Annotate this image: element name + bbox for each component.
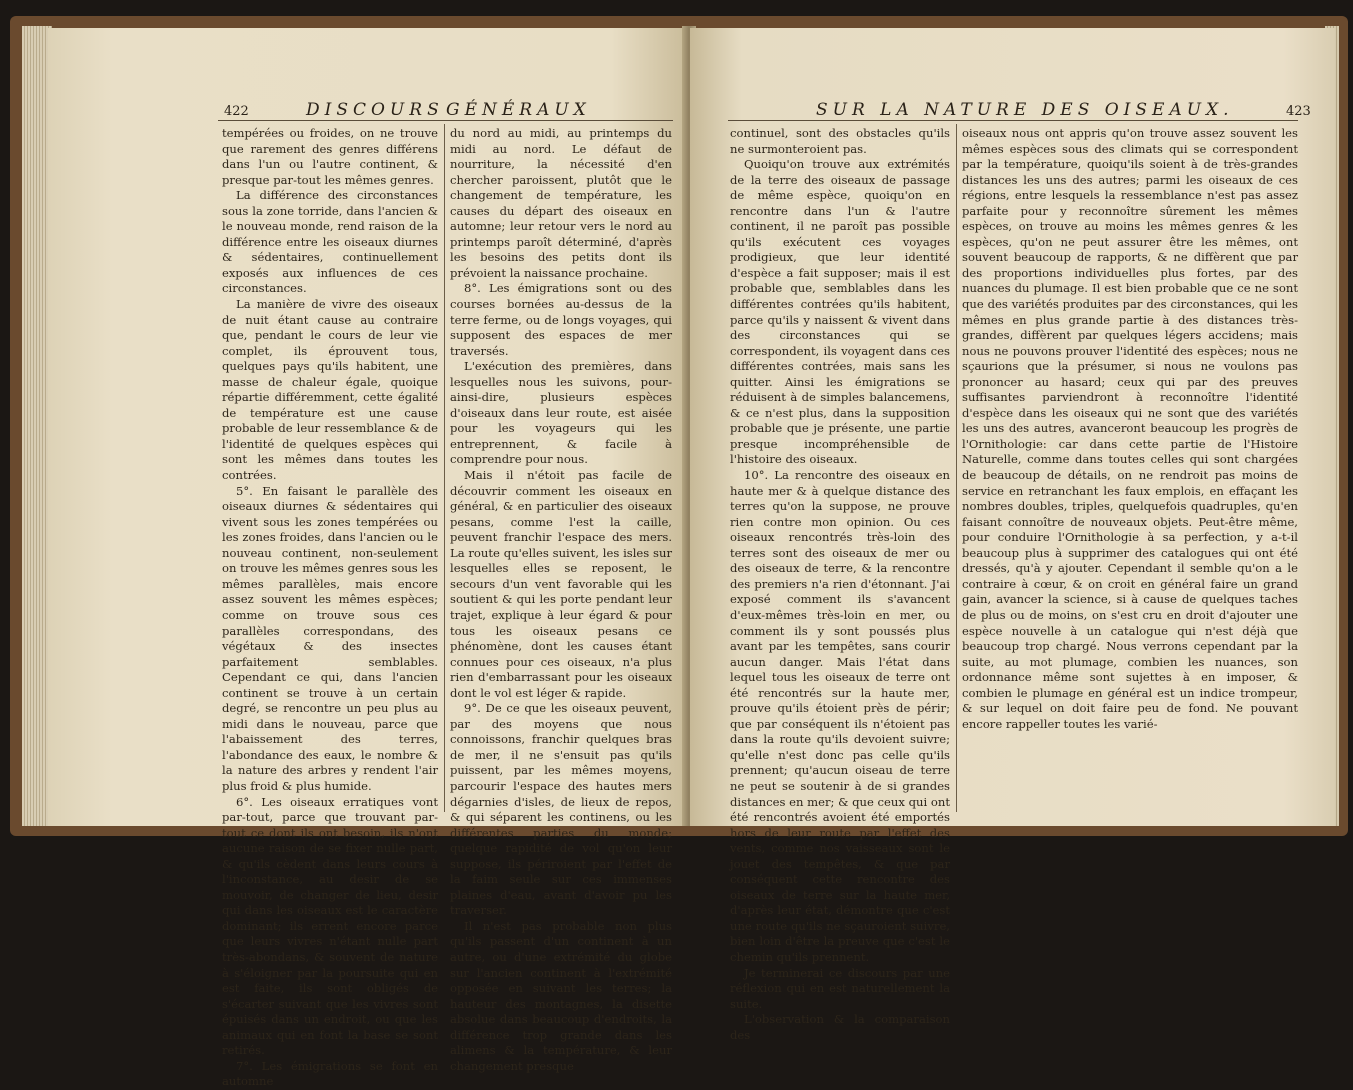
- paragraph: Quoiqu'on trouve aux extrémités de la terre des oiseaux de passage de même espèce, quoiqu'on en rencontre dans l'un & l'autre continent, il ne paroît pas possible qu'ils exécutent ces voyages prodigieux, que leur identité d'espèce a fait supposer; mais il est probable que, semblables dans les différentes contrées qu'ils habitent, parce qu'ils y naissent & vivent dans des circonstances qui se correspondent, ils voyagent dans ces différentes contrées, mais sans les quitter. Ainsi les émigrations se réduisent à de simples balancemens, & ce n'est plus, dans la supposition probable que je présente, une partie presque incompréhensible de l'histoire des oiseaux.: [730, 157, 950, 467]
- left-page-number: 422: [224, 104, 249, 119]
- paragraph: oiseaux nous ont appris qu'on trouve assez souvent les mêmes espèces sous des climats qui se correspondent par la température, quoiqu'ils soient à de très-grandes distances les uns des autres; parmi les oiseaux de ces régions, entre lesquels la ressemblance n'est pas assez parfaite pour y reconnoître sûrement les mêmes espèces, on trouve au moins les mêmes genres & les espèces, qu'on ne peut assurer être les mêmes, ont souvent beaucoup de rapports, & ne diffèrent que par des proportions individuelles plus fortes, par des nuances du plumage. Il est bien probable que ce ne sont que des variétés produites par des circonstances, qui les mêmes en plus grande partie à des distances très-grandes, diffèrent par quelques légers accidens; mais nous ne pouvons prouver l'identité des espèces; nous ne sçaurions que la présumer, si nous ne voulons pas prononcer au hasard; ceux qui par des preuves suffisantes parviendront à reconnoître l'identité d'espèce dans les oiseaux qui ne sont que des variétés les uns des autres, avanceront beaucoup les progrès de l'Ornithologie: car dans cette partie de l'Histoire Naturelle, comme dans toutes celles qui sont chargées de beaucoup de détails, on ne rendroit pas moins de service en retranchant les faux emplois, en effaçant les nombres doubles, triples, quelquefois quadruples, qu'en faisant connoître de nouveaux objets. Peut-être même, pour conduire l'Ornithologie à sa perfection, y a-t-il beaucoup plus à supprimer des catalogues qui ont été dressés, qu'à y ajouter. Cependant il semble qu'on a le contraire à cœur, & on croit en général faire un grand gain, avancer la science, si à cause de quelques taches de plus ou de moins, on s'est cru en droit d'ajouter une espèce nouvelle à un catalogue qui n'est déjà que beaucoup trop chargé. Nous verrons cependant par la suite, au mot plumage, combien les nuances, son ordonnance même sont sujettes à en imposer, & combien le plumage en général est un indice trompeur, & sur lequel on doit faire peu de fond. Ne pouvant encore rappeller toutes les varié-: [962, 126, 1298, 731]
- paragraph: tempérées ou froides, on ne trouve que rarement des genres différens dans l'un ou l'autre continent, & presque par-tout les mêmes genres.: [222, 126, 438, 187]
- right-column-separator: [956, 124, 957, 812]
- paragraph: La différence des circonstances sous la zone torride, dans l'ancien & le nouveau monde, rend raison de la différence entre les oiseaux diurnes & sédentaires, continuellement exposés aux influences de ces circonstances.: [222, 188, 438, 296]
- right-column-1: [730, 126, 950, 1042]
- paragraph: 7°. Les émigrations se font en automne: [222, 1058, 438, 1089]
- paragraph: 6°. Les oiseaux erratiques vont par-tout, parce que trouvant par-tout ce dont ils ont besoin, ils n'ont aucune raison de se fixer nulle part, & qu'ils cèdent dans leurs cours à l'inconstance, au desir de se mouvoir, de changer de lieu, desir qui dans les oiseaux est le caractère dominant; ils errent encore parce que leurs vivres n'étant nulle part très-abondans, & souvent de nature à s'éloigner par la poursuite qui en est faite, ils sont obligés de s'écarter suivant que les vivres sont épuisés dans un endroit, ou que les animaux qui en font la base se sont retirés.: [222, 794, 438, 1058]
- left-page: [48, 28, 688, 1089]
- paragraph: L'observation & la comparaison des: [730, 1012, 950, 1042]
- left-column-1: [222, 126, 438, 1089]
- paragraph: Il n'est pas probable non plus qu'ils passent d'un continent à un autre, ou d'une extrémité du globe sur l'ancien continent à l'extrémité opposée en suivant les terres; la hauteur des montagnes, la disette absolue dans beaucoup d'endroits, la différence trop grande dans les alimens & la température, & leur changement presque: [450, 918, 672, 1073]
- paragraph: Mais il n'étoit pas facile de découvrir comment les oiseaux en général, & en particulier des oiseaux pesans, comme l'est la caille, peuvent franchir l'espace des mers. La route qu'elles suivent, les isles sur lesquelles elles se reposent, le secours d'un vent favorable qui les soutient & qui les porte pendant leur trajet, explique à leur égard & pour tous les oiseaux pesans ce phénomène, dont les causes étant connues pour ces oiseaux, n'a plus rien d'embarrassant pour les oiseaux dont le vol est léger & rapide.: [450, 468, 672, 700]
- right-column-2: [962, 126, 1298, 816]
- left-column-2: [450, 126, 672, 1073]
- right-page: [690, 28, 1335, 1042]
- left-column-separator: [444, 124, 445, 812]
- paragraph: 10°. La rencontre des oiseaux en haute mer & à quelque distance des terres qu'on la suppose, ne prouve rien contre mon opinion. Ou ces oiseaux rencontrés très-loin des terres sont des oiseaux de mer ou des oiseaux de terre, & la rencontre des premiers n'a rien d'étonnant. J'ai exposé comment ils s'avancent d'eux-mêmes très-loin en mer, ou comment ils y sont poussés plus avant par les tempêtes, sans courir aucun danger. Mais l'état dans lequel tous les oiseaux de terre ont été rencontrés sur la haute mer, prouve qu'ils étoient près de périr; que par conséquent ils n'étoient pas dans la route qu'ils devoient suivre; qu'elle n'est donc pas celle qu'ils prennent; qu'aucun oiseau de terre ne peut se soutenir à de si grandes distances en mer; & que ceux qui ont été rencontrés avoient été emportés hors de leur route par l'effet des vents, comme nos vaisseaux sont le jouet des tempêtes, & que par conséquent cette rencontre des oiseaux de terre sur la haute mer, d'après leur état, démontre que c'est une route qu'ils ne sçauroient suivre, bien loin d'être la preuve que c'est le chemin qu'ils prennent.: [730, 468, 950, 964]
- paragraph: du nord au midi, au printemps du midi au nord. Le défaut de nourriture, la nécessité d'en chercher paroissent, plutôt que le changement de température, les causes du départ des oiseaux en automne; leur retour vers le nord au printemps paroît déterminé, d'après les besoins des petits dont ils prévoient la naissance prochaine.: [450, 126, 672, 280]
- paragraph: L'exécution des premières, dans lesquelles nous les suivons, pour-ainsi-dire, plusieurs espèces d'oiseaux dans leur route, est aisée pour les voyageurs qui les entreprennent, & facile à comprendre pour nous.: [450, 359, 672, 467]
- right-page-number: 423: [1286, 104, 1311, 119]
- right-header-rule: [728, 120, 1298, 121]
- left-header-rule: [218, 120, 673, 121]
- left-running-head-a: DISCOURS: [306, 100, 444, 120]
- left-running-head-b: GÉNÉRAUX: [446, 100, 591, 120]
- paragraph: continuel, sont des obstacles qu'ils ne surmonteroient pas.: [730, 126, 950, 156]
- paragraph: 8°. Les émigrations sont ou des courses bornées au-dessus de la terre ferme, ou de longs voyages, qui supposent des espaces de mer traversés.: [450, 281, 672, 358]
- paragraph: 5°. En faisant le parallèle des oiseaux diurnes & sédentaires qui vivent sous les zones tempérées ou les zones froides, dans l'ancien ou le nouveau continent, non-seulement on trouve les mêmes genres sous les mêmes parallèles, mais encore assez souvent les mêmes espèces; comme on trouve sous ces parallèles correspondans, des végétaux & des insectes parfaitement semblables. Cependant ce qui, dans l'ancien continent se trouve à un certain degré, se rencontre un peu plus au midi dans le nouveau, parce que l'abaissement des terres, l'abondance des eaux, le nombre & la nature des arbres y rendent l'air plus froid & plus humide.: [222, 483, 438, 793]
- paragraph: 9°. De ce que les oiseaux peuvent, par des moyens que nous connoissons, franchir quelques bras de mer, il ne s'ensuit pas qu'ils puissent, par les mêmes moyens, parcourir l'espace des hautes mers dégarnies d'isles, de lieux de repos, & qui séparent les continens, ou les différentes parties du monde; quelque rapidité de vol qu'on leur suppose, ils périroient par l'effet de la faim seule sur ces immenses plaines d'eau, avant d'avoir pu les traverser.: [450, 701, 672, 918]
- right-running-head: SUR LA NATURE DES OISEAUX.: [816, 100, 1234, 120]
- paragraph: La manière de vivre des oiseaux de nuit étant cause au contraire que, pendant le cours de leur vie complet, ils éprouvent tous, quelques pays qu'ils habitent, une masse de chaleur égale, quoique répartie différemment, cette égalité de température est une cause probable de leur ressemblance & de l'identité de quelques espèces qui sont les mêmes dans toutes les contrées.: [222, 297, 438, 483]
- paragraph: Je terminerai ce discours par une réflexion qui en est naturellement la suite.: [730, 965, 950, 1011]
